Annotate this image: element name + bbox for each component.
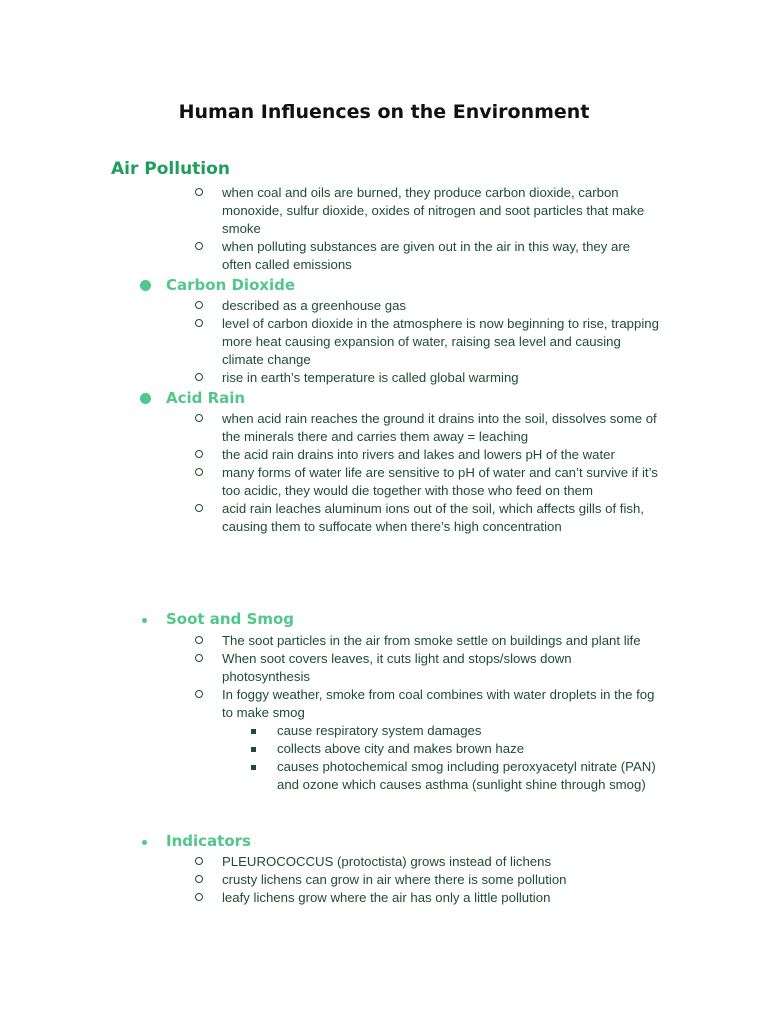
hollow-circle-bullet-icon [195,857,203,865]
indicators-heading: Indicators [166,832,251,850]
list-item-text: rise in earth’s temperature is called global warming [222,370,519,385]
list-item-text: the acid rain drains into rivers and lakes and lowers pH of the water [222,447,615,462]
sub-list-item-text: collects above city and makes brown haze [277,741,525,756]
list-item [222,446,662,464]
list-item [222,184,662,238]
list-item-text: acid rain leaches aluminum ions out of the soil, which affects gills of fish, causing them to suffocate when there’s high concentration [222,501,644,534]
soot-and-smog-list [222,632,662,794]
list-item-text: level of carbon dioxide in the atmosphere is now beginning to rise, trapping more heat causing expansion of water, raising sea level and causing climate change [222,316,659,367]
smog-effects-list [222,722,662,794]
list-item-text: The soot particles in the air from smoke settle on buildings and plant life [222,633,641,648]
hollow-circle-bullet-icon [195,188,203,196]
sub-list-item-text: cause respiratory system damages [277,723,482,738]
list-item-text: leafy lichens grow where the air has only a little pollution [222,890,551,905]
acid-rain-heading: Acid Rain [166,389,246,407]
list-item [222,500,662,536]
hollow-circle-bullet-icon [195,893,203,901]
sub-list-item-text: causes photochemical smog including peroxyacetyl nitrate (PAN) and ozone which causes asthma (sunlight shine through smog) [277,759,656,792]
list-item-text: When soot covers leaves, it cuts light and stops/slows down photosynthesis [222,651,572,684]
list-item [222,686,662,794]
air-pollution-list [222,184,662,274]
page-title: Human Influences on the Environment [178,101,590,123]
hollow-circle-bullet-icon [195,875,203,883]
soot-and-smog-heading: Soot and Smog [166,610,295,628]
filled-circle-bullet-icon [140,280,151,291]
filled-circle-bullet-icon [142,840,147,845]
air-pollution-heading: Air Pollution [111,159,230,179]
hollow-circle-bullet-icon [195,504,203,512]
list-item [222,853,662,871]
list-item [222,297,662,315]
list-item-text: when polluting substances are given out in the air in this way, they are often called emissions [222,239,631,272]
square-bullet-icon [251,765,256,770]
list-item [222,889,662,907]
acid-rain-list [222,410,662,536]
list-item [222,632,662,650]
list-item [222,410,662,446]
list-item [222,871,662,889]
hollow-circle-bullet-icon [195,414,203,422]
list-item-text: crusty lichens can grow in air where there is some pollution [222,872,567,887]
hollow-circle-bullet-icon [195,690,203,698]
sub-list-item [277,758,662,794]
hollow-circle-bullet-icon [195,301,203,309]
square-bullet-icon [251,729,256,734]
list-item-text: described as a greenhouse gas [222,298,407,313]
carbon-dioxide-heading: Carbon Dioxide [166,276,296,294]
indicators-list [222,853,662,907]
carbon-dioxide-list [222,297,662,387]
hollow-circle-bullet-icon [195,319,203,327]
list-item [222,238,662,274]
list-item-text: PLEUROCOCCUS (protoctista) grows instead of lichens [222,854,552,869]
filled-circle-bullet-icon [142,618,147,623]
hollow-circle-bullet-icon [195,654,203,662]
hollow-circle-bullet-icon [195,242,203,250]
hollow-circle-bullet-icon [195,373,203,381]
list-item-text: many forms of water life are sensitive to pH of water and can’t survive if it’s too acidic, they would die together with those who feed on them [222,465,658,498]
hollow-circle-bullet-icon [195,468,203,476]
hollow-circle-bullet-icon [195,450,203,458]
list-item [222,650,662,686]
list-item [222,315,662,369]
list-item [222,369,662,387]
filled-circle-bullet-icon [140,393,151,404]
list-item-text: when coal and oils are burned, they produce carbon dioxide, carbon monoxide, sulfur dioxide, oxides of nitrogen and soot particles that make smoke [222,185,645,236]
list-item [222,464,662,500]
hollow-circle-bullet-icon [195,636,203,644]
list-item-text: In foggy weather, smoke from coal combines with water droplets in the fog to make smog [222,687,655,720]
sub-list-item [277,722,662,740]
list-item-text: when acid rain reaches the ground it drains into the soil, dissolves some of the minerals there and carries them away = leaching [222,411,657,444]
sub-list-item [277,740,662,758]
square-bullet-icon [251,747,256,752]
